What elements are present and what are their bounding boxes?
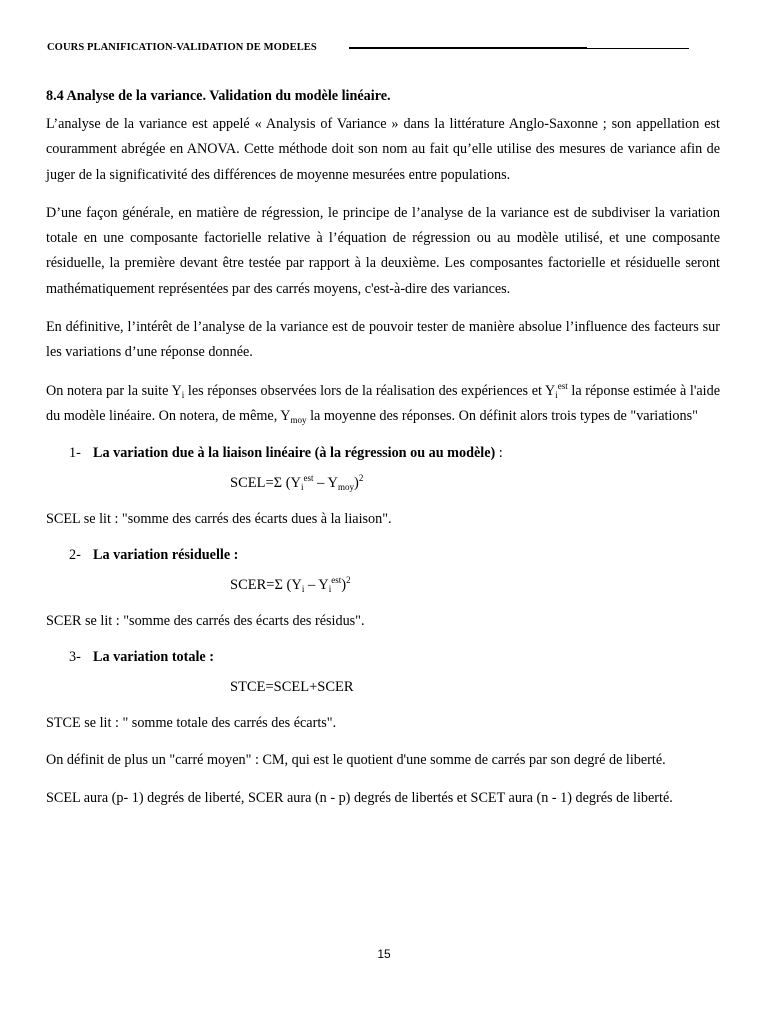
item-label-suffix: :: [495, 445, 503, 462]
list-item: [46, 544, 720, 566]
formula-superscript: est: [331, 575, 342, 586]
formula-text: SCEL=Σ (Y: [230, 475, 301, 492]
reads-as-scel: SCEL se lit : "somme des carrés des écarts dues à la liaison".: [46, 511, 392, 528]
list-item: [46, 646, 720, 668]
item-number: 3-: [69, 649, 81, 666]
formula-text: ): [353, 475, 359, 492]
formula-subscript: i: [301, 584, 305, 595]
paragraph-interest: En définitive, l’intérêt de l’analyse de la variance est de pouvoir tester de manière absolue l’influence des facteurs sur les variations d’une réponse donnée.: [46, 319, 720, 361]
notation-text: les réponses observées lors de la réalisation des expériences et Y: [184, 382, 556, 399]
page-header: [47, 41, 647, 55]
paragraph-degrees-of-freedom: SCEL aura (p- 1) degrés de liberté, SCER aura (n - p) degrés de libertés et SCET aura (n - 1) degrés de liberté.: [46, 790, 673, 807]
item-label: La variation résiduelle :: [93, 547, 239, 564]
document-body: [46, 86, 720, 824]
formula-text: – Y: [313, 475, 338, 492]
page-number: 15: [377, 947, 391, 961]
formula-text: SCER=Σ (Y: [230, 577, 302, 594]
paragraph-mean-square: On définit de plus un "carré moyen" : CM, qui est le quotient d'une somme de carrés par son degré de liberté.: [46, 752, 666, 769]
formula-subscript: moy: [337, 482, 354, 493]
list-item: [46, 442, 720, 464]
notation-text: On notera par la suite Y: [46, 382, 182, 399]
notation-subscript: i: [181, 389, 185, 400]
reads-as-stce: STCE se lit : " somme totale des carrés des écarts".: [46, 715, 337, 732]
paragraph-anova-intro: L’analyse de la variance est appelé « Analysis of Variance » dans la littérature Anglo-Saxonne ; son appellation est couramment abrégée en ANOVA. Cette méthode doit son nom au fait qu’elle utilise des mesures de variance afin de juger de la significativité des différences de moyenne mesurées entre populations.: [46, 116, 720, 183]
formula-subscript: i: [328, 584, 332, 595]
formula-scel: [230, 472, 720, 494]
notation-text: la réponse estimée à l'aide du modèle linéaire. On notera, de même, Y: [46, 382, 721, 424]
formula-superscript: 2: [346, 575, 351, 586]
notation-superscript: est: [557, 380, 568, 391]
item-label: La variation totale :: [93, 649, 214, 666]
item-label: La variation due à la liaison linéaire (à la régression ou au modèle): [93, 445, 496, 462]
item-number: 1-: [69, 445, 81, 462]
formula-superscript: est: [303, 473, 314, 484]
formula-scer: [230, 574, 720, 596]
formula-text: – Y: [304, 577, 329, 594]
formula-superscript: 2: [358, 473, 364, 484]
notation-text: la moyenne des réponses. On définit alors trois types de "variations": [306, 407, 698, 424]
reads-as-scer: SCER se lit : "somme des carrés des écarts des résidus".: [46, 613, 365, 630]
header-rule: [349, 48, 689, 49]
formula-subscript: i: [301, 482, 304, 493]
formula-stce: STCE=SCEL+SCER: [230, 679, 354, 696]
notation-subscript: i: [555, 389, 558, 400]
header-title: COURS PLANIFICATION-VALIDATION DE MODELES: [47, 42, 317, 53]
formula-text: ): [341, 577, 347, 594]
item-number: 2-: [69, 547, 81, 564]
paragraph-notation: [46, 379, 720, 430]
notation-subscript: moy: [290, 414, 307, 425]
section-title: 8.4 Analyse de la variance. Validation du modèle linéaire.: [46, 88, 391, 104]
paragraph-principle: D’une façon générale, en matière de régression, le principe de l’analyse de la variance est de subdiviser la variation totale en une composante factorielle relative à l’équation de régression ou au modèle utilisé, et une composante résiduelle, la première devant être testée par rapport à la deuxième. Les composantes factorielle et résiduelle seront mathématiquement représentées par des carrés moyens, c'est-à-dire des variances.: [46, 204, 720, 297]
